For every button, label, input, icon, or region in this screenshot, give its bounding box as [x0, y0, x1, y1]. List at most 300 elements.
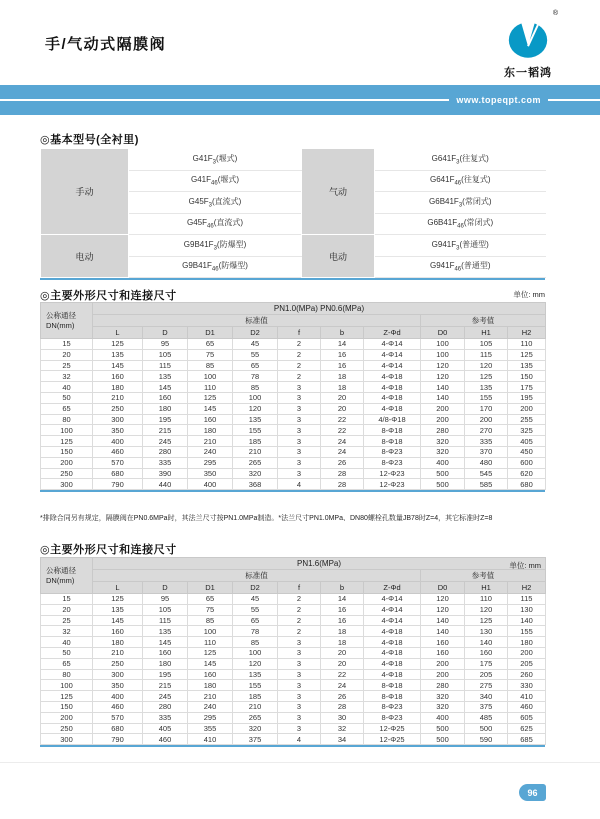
cell: 145: [93, 360, 143, 371]
cell: 8-Φ23: [364, 457, 421, 468]
cell: 34: [321, 734, 364, 745]
cell: 320: [233, 723, 278, 734]
cell: 16: [321, 360, 364, 371]
cell: 85: [188, 360, 233, 371]
cell: 270: [465, 425, 508, 436]
cell: 368: [233, 479, 278, 490]
cell: 570: [93, 457, 143, 468]
cell: 145: [188, 658, 233, 669]
table-row: [41, 658, 546, 669]
model-cell: $G6B41F_{46}$(常闭式): [375, 213, 546, 235]
cell: 300: [41, 479, 93, 490]
cell: 4/8-Φ18: [364, 414, 421, 425]
cell: 180: [508, 637, 546, 648]
cell: 8-Φ23: [364, 701, 421, 712]
cell: 680: [93, 723, 143, 734]
cell: 28: [321, 479, 364, 490]
cell: 3: [278, 436, 321, 447]
cell: 400: [421, 712, 465, 723]
cell: 590: [465, 734, 508, 745]
model-cell: $G6B41F_3$(常闭式): [375, 192, 546, 214]
cell: 2: [278, 594, 321, 605]
table-row: [41, 701, 546, 712]
cell: 160: [93, 626, 143, 637]
cell: 120: [233, 658, 278, 669]
col-header: L: [93, 582, 143, 594]
unit-label: 单位: mm: [513, 290, 545, 299]
cell: 40: [41, 382, 93, 393]
cell: 240: [188, 701, 233, 712]
dn-header: 公称通径 DN(mm): [41, 558, 93, 594]
cell: 16: [321, 604, 364, 615]
cell: 55: [233, 604, 278, 615]
cell: 20: [321, 392, 364, 403]
cell: 185: [233, 691, 278, 702]
cell: 4-Φ18: [364, 392, 421, 403]
table-row: [41, 712, 546, 723]
cell: 180: [93, 382, 143, 393]
header-row: [41, 303, 546, 315]
cell: 28: [321, 701, 364, 712]
col-header: D1: [188, 327, 233, 339]
cell: 14: [321, 594, 364, 605]
cell: 125: [465, 371, 508, 382]
cell: 440: [143, 479, 188, 490]
cell: 135: [465, 382, 508, 393]
cell: 370: [465, 446, 508, 457]
cell: 120: [421, 604, 465, 615]
cell: 2: [278, 339, 321, 350]
cell: 12-Φ23: [364, 479, 421, 490]
group-label-manual: 手动: [41, 149, 129, 235]
reference-values-header: 参考值: [421, 315, 546, 327]
cell: 100: [188, 371, 233, 382]
cell: 95: [143, 594, 188, 605]
cell: 45: [233, 594, 278, 605]
page-title: 手/气动式隔膜阀: [45, 36, 167, 53]
cell: 3: [278, 446, 321, 457]
model-cell: $G45F_3$(直流式): [129, 192, 302, 214]
col-header: f: [278, 582, 321, 594]
cell: 2: [278, 626, 321, 637]
cell: 3: [278, 723, 321, 734]
cell: 680: [93, 468, 143, 479]
cell: 155: [233, 425, 278, 436]
group-label-electric: 电动: [41, 235, 129, 278]
cell: 25: [41, 360, 93, 371]
cell: 50: [41, 392, 93, 403]
cell: 25: [41, 615, 93, 626]
cell: 145: [143, 382, 188, 393]
cell: 4-Φ18: [364, 669, 421, 680]
cell: 65: [233, 615, 278, 626]
cell: 120: [421, 360, 465, 371]
cell: 485: [465, 712, 508, 723]
cell: 4-Φ18: [364, 647, 421, 658]
cell: 3: [278, 680, 321, 691]
cell: 500: [465, 723, 508, 734]
cell: 3: [278, 392, 321, 403]
cell: 75: [188, 349, 233, 360]
cell: 200: [421, 403, 465, 414]
cell: 500: [421, 723, 465, 734]
cell: 3: [278, 414, 321, 425]
cell: 28: [321, 468, 364, 479]
cell: 500: [421, 468, 465, 479]
cell: 140: [421, 615, 465, 626]
cell: 300: [93, 414, 143, 425]
table-row: [41, 414, 546, 425]
cell: 280: [421, 425, 465, 436]
cell: 3: [278, 457, 321, 468]
cell: 200: [421, 414, 465, 425]
cell: 200: [508, 647, 546, 658]
cell: 12-Φ23: [364, 468, 421, 479]
table-row: [41, 604, 546, 615]
cell: 65: [188, 339, 233, 350]
cell: 135: [93, 604, 143, 615]
table-row: [41, 446, 546, 457]
cell: 3: [278, 712, 321, 723]
cell: 215: [143, 425, 188, 436]
cell: 110: [465, 594, 508, 605]
cell: 4-Φ18: [364, 371, 421, 382]
cell: 210: [188, 436, 233, 447]
cell: 460: [93, 701, 143, 712]
cell: 24: [321, 680, 364, 691]
cell: 65: [41, 658, 93, 669]
col-header: H2: [508, 327, 546, 339]
cell: 3: [278, 658, 321, 669]
cell: 320: [421, 436, 465, 447]
cell: 20: [321, 658, 364, 669]
cell: 95: [143, 339, 188, 350]
col-header: D0: [421, 582, 465, 594]
cell: 460: [143, 734, 188, 745]
cell: 85: [188, 615, 233, 626]
cell: 250: [41, 723, 93, 734]
model-cell: $G941F_3$(普通型): [375, 235, 546, 257]
cell: 150: [508, 371, 546, 382]
cell: 400: [188, 479, 233, 490]
cell: 195: [143, 669, 188, 680]
cell: 50: [41, 647, 93, 658]
cell: 145: [143, 637, 188, 648]
cell: 175: [508, 382, 546, 393]
cell: 4-Φ18: [364, 382, 421, 393]
cell: 375: [465, 701, 508, 712]
table-row: [41, 235, 546, 257]
table-row: [41, 392, 546, 403]
standard-values-header: 标准值: [93, 315, 421, 327]
cell: 200: [41, 712, 93, 723]
table-row: [41, 457, 546, 468]
cell: 210: [93, 392, 143, 403]
cell: 450: [508, 446, 546, 457]
cell: 405: [508, 436, 546, 447]
cell: 135: [143, 371, 188, 382]
cell: 3: [278, 425, 321, 436]
table-row: [41, 371, 546, 382]
cell: 4-Φ18: [364, 626, 421, 637]
cell: 22: [321, 425, 364, 436]
cell: 325: [508, 425, 546, 436]
col-header: H2: [508, 582, 546, 594]
cell: 500: [421, 479, 465, 490]
cell: 215: [143, 680, 188, 691]
section1-title: ◎基本型号(全衬里): [40, 134, 139, 146]
cell: 85: [233, 637, 278, 648]
table-row: [41, 149, 546, 171]
cell: 410: [508, 691, 546, 702]
table-row: [41, 615, 546, 626]
cell: 400: [421, 457, 465, 468]
cell: 115: [143, 615, 188, 626]
cell: 4-Φ18: [364, 658, 421, 669]
cell: 32: [41, 626, 93, 637]
cell: 460: [508, 701, 546, 712]
cell: 130: [508, 604, 546, 615]
model-cell: $G45F_{46}$(直流式): [129, 213, 302, 235]
banner-rule-right: [548, 99, 600, 101]
col-header: D2: [233, 582, 278, 594]
table-row: [41, 647, 546, 658]
cell: 265: [233, 457, 278, 468]
cell: 205: [465, 669, 508, 680]
cell: 135: [233, 414, 278, 425]
cell: 100: [233, 647, 278, 658]
cell: 3: [278, 403, 321, 414]
cell: 4: [278, 479, 321, 490]
cell: 3: [278, 669, 321, 680]
table-row: [41, 339, 546, 350]
header-row: [41, 582, 546, 594]
table-row: [41, 468, 546, 479]
cell: 245: [143, 436, 188, 447]
cell: 8-Φ18: [364, 691, 421, 702]
model-cell: $G941F_{46}$(普通型): [375, 256, 546, 278]
brand-name: 东一韬鸿: [504, 67, 552, 79]
section2-title: ◎主要外形尺寸和连接尺寸: [40, 290, 177, 302]
cell: 140: [421, 382, 465, 393]
cell: 280: [143, 446, 188, 457]
cell: 195: [143, 414, 188, 425]
cell: 20: [41, 349, 93, 360]
cell: 3: [278, 701, 321, 712]
cell: 265: [233, 712, 278, 723]
cell: 180: [188, 425, 233, 436]
cell: 155: [233, 680, 278, 691]
cell: 460: [93, 446, 143, 457]
table-footnote: *排除合同另有规定，隔膜阀在PN0.6MPa时，其法兰尺寸按PN1.0MPa制造。*法兰尺寸PN1.0MPa、DN80螺栓孔数量JB78时Z=4，其它标准时Z=8: [40, 515, 493, 522]
cell: 160: [188, 669, 233, 680]
cell: 180: [143, 658, 188, 669]
cell: 185: [233, 436, 278, 447]
cell: 120: [421, 594, 465, 605]
cell: 2: [278, 349, 321, 360]
cell: 85: [233, 382, 278, 393]
col-header: D0: [421, 327, 465, 339]
cell: 145: [188, 403, 233, 414]
cell: 280: [421, 680, 465, 691]
cell: 625: [508, 723, 546, 734]
cell: 55: [233, 349, 278, 360]
cell: 150: [41, 701, 93, 712]
table-row: [41, 594, 546, 605]
cell: 8-Φ18: [364, 425, 421, 436]
cell: 160: [188, 414, 233, 425]
cell: 200: [508, 403, 546, 414]
cell: 80: [41, 414, 93, 425]
header-row: [41, 327, 546, 339]
table-row: [41, 637, 546, 648]
cell: 4-Φ14: [364, 594, 421, 605]
cell: 300: [93, 669, 143, 680]
col-header: D1: [188, 582, 233, 594]
dimensions-table-pn10: [40, 302, 545, 492]
cell: 255: [508, 414, 546, 425]
cell: 75: [188, 604, 233, 615]
cell: 4-Φ14: [364, 604, 421, 615]
cell: 350: [93, 680, 143, 691]
cell: 245: [143, 691, 188, 702]
dimensions-table-pn16: [40, 557, 545, 747]
banner-rule-left: [0, 99, 449, 101]
cell: 210: [233, 446, 278, 457]
cell: 340: [465, 691, 508, 702]
cell: 20: [41, 604, 93, 615]
pressure-header: PN1.6(MPa) 单位: mm: [93, 558, 546, 570]
cell: 790: [93, 479, 143, 490]
cell: 480: [465, 457, 508, 468]
group-label-electric: 电动: [302, 235, 375, 278]
col-header: b: [321, 327, 364, 339]
cell: 250: [41, 468, 93, 479]
cell: 160: [465, 647, 508, 658]
cell: 135: [93, 349, 143, 360]
col-header: H1: [465, 582, 508, 594]
cell: 3: [278, 691, 321, 702]
header-row: [41, 570, 546, 582]
cell: 140: [508, 615, 546, 626]
footer-divider: [0, 762, 600, 763]
cell: 330: [508, 680, 546, 691]
cell: 18: [321, 382, 364, 393]
cell: 4-Φ14: [364, 339, 421, 350]
cell: 105: [143, 604, 188, 615]
model-cell: $G9B41F_{46}$(防爆型): [129, 256, 302, 278]
cell: 320: [421, 446, 465, 457]
cell: 110: [508, 339, 546, 350]
cell: 400: [93, 436, 143, 447]
model-cell: $G41F_{46}$(堰式): [129, 170, 302, 192]
cell: 125: [93, 594, 143, 605]
cell: 140: [421, 392, 465, 403]
cell: 140: [465, 637, 508, 648]
cell: 145: [93, 615, 143, 626]
cell: 100: [41, 425, 93, 436]
cell: 115: [508, 594, 546, 605]
cell: 160: [421, 637, 465, 648]
cell: 120: [233, 403, 278, 414]
cell: 135: [143, 626, 188, 637]
cell: 8-Φ23: [364, 712, 421, 723]
cell: 355: [188, 723, 233, 734]
cell: 335: [143, 712, 188, 723]
cell: 100: [41, 680, 93, 691]
cell: 100: [233, 392, 278, 403]
cell: 4: [278, 734, 321, 745]
table-row: [41, 382, 546, 393]
cell: 115: [143, 360, 188, 371]
cell: 605: [508, 712, 546, 723]
cell: 45: [233, 339, 278, 350]
cell: 100: [188, 626, 233, 637]
col-header: Z-Φd: [364, 582, 421, 594]
cell: 350: [188, 468, 233, 479]
cell: 18: [321, 371, 364, 382]
website-url: www.topeqpt.com: [456, 95, 541, 105]
cell: 390: [143, 468, 188, 479]
col-header: f: [278, 327, 321, 339]
cell: 20: [321, 647, 364, 658]
cell: 120: [465, 604, 508, 615]
cell: 120: [421, 371, 465, 382]
cell: 65: [188, 594, 233, 605]
cell: 570: [93, 712, 143, 723]
cell: 500: [421, 734, 465, 745]
cell: 125: [41, 691, 93, 702]
cell: 405: [143, 723, 188, 734]
cell: 4-Φ18: [364, 637, 421, 648]
page-number-badge: 96: [519, 784, 546, 801]
cell: 300: [41, 734, 93, 745]
cell: 180: [93, 637, 143, 648]
table-row: [41, 349, 546, 360]
table-row: [41, 680, 546, 691]
cell: 160: [143, 392, 188, 403]
table-row: [41, 479, 546, 490]
table-row: [41, 626, 546, 637]
registered-mark: ®: [552, 10, 558, 17]
cell: 200: [421, 669, 465, 680]
cell: 15: [41, 339, 93, 350]
table-row: [41, 691, 546, 702]
cell: 200: [41, 457, 93, 468]
cell: 24: [321, 446, 364, 457]
cell: 4-Φ18: [364, 403, 421, 414]
cell: 600: [508, 457, 546, 468]
cell: 26: [321, 691, 364, 702]
cell: 410: [188, 734, 233, 745]
cell: 4-Φ14: [364, 360, 421, 371]
table-row: [41, 436, 546, 447]
cell: 125: [188, 392, 233, 403]
cell: 125: [508, 349, 546, 360]
cell: 210: [93, 647, 143, 658]
model-cell: $G41F_3$(堰式): [129, 149, 302, 171]
cell: 160: [421, 647, 465, 658]
cell: 110: [188, 637, 233, 648]
cell: 335: [143, 457, 188, 468]
cell: 18: [321, 637, 364, 648]
cell: 4-Φ14: [364, 349, 421, 360]
group-label-pneumatic: 气动: [302, 149, 375, 235]
cell: 620: [508, 468, 546, 479]
cell: 100: [421, 349, 465, 360]
cell: 400: [93, 691, 143, 702]
cell: 210: [233, 701, 278, 712]
